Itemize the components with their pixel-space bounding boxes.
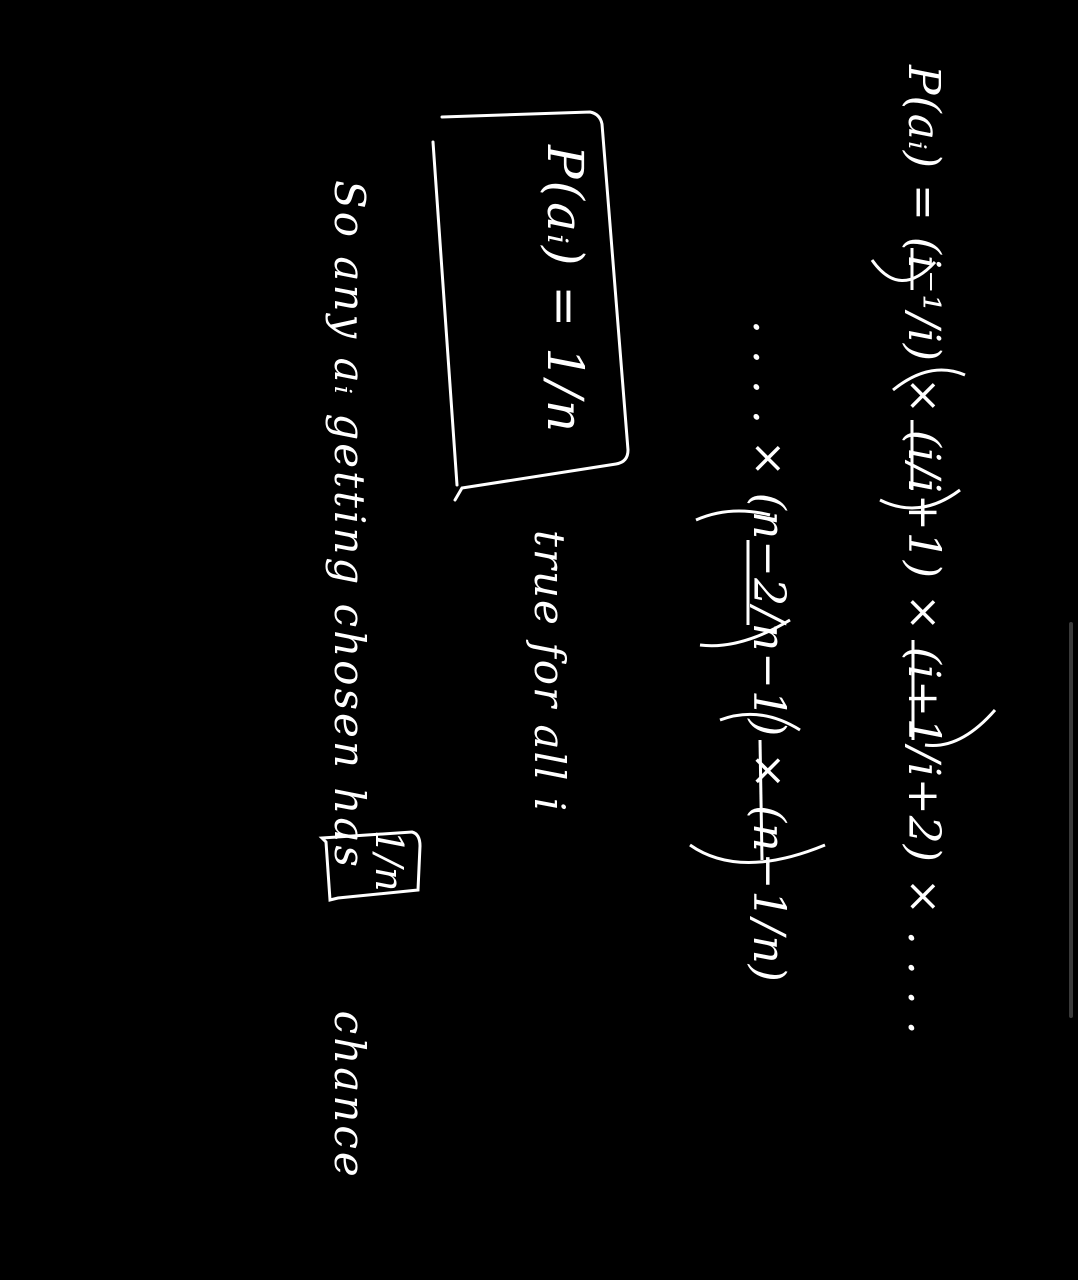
boxed-fraction: 1/n [367, 830, 411, 892]
equation-line-2: . . . . × (n−2/n−1) × (n−1/n) [743, 320, 794, 983]
conclusion-main: So any aᵢ getting chosen has [325, 180, 374, 870]
result-box-outline [433, 112, 628, 500]
conclusion-tail: chance [325, 1010, 374, 1180]
vertical-scrollbar[interactable] [1069, 622, 1073, 1018]
equation-line-1: P(aᵢ) = (i⁻¹/i) × (i/i+1) × (i+1/i+2) × . . . . [898, 65, 949, 1036]
conclusion-text [325, 180, 374, 1180]
true-for-all-note: true for all i [525, 530, 574, 814]
boxed-result: P(aᵢ) = 1/n [536, 145, 594, 435]
